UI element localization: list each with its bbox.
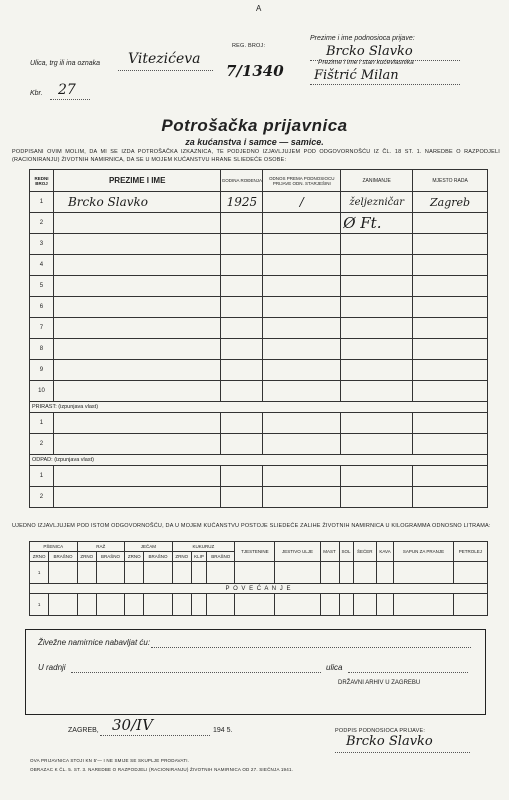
row-occupation: željezničar <box>341 192 413 213</box>
supply-group: JESTIVO ULJE <box>275 542 320 562</box>
row-number: 6 <box>30 297 54 318</box>
row-number: 1 <box>30 192 54 213</box>
house-label: Kbr. <box>30 90 43 97</box>
archive-stamp: DRŽAVNI ARHIV U ZAGREBU <box>338 680 421 686</box>
table-row <box>30 487 488 508</box>
purchase-label: Živežne namirnice nabavljat ću: <box>38 638 151 647</box>
table-row <box>30 255 488 276</box>
table-row <box>30 192 488 213</box>
street-line-2 <box>348 672 468 673</box>
street-value: Vitezićeva <box>128 51 201 67</box>
supply-sub: ZRNO <box>172 552 191 562</box>
landlord-line <box>310 84 460 85</box>
supply-group: PETROLEJ <box>453 542 487 562</box>
supply-group: PŠENICA <box>30 542 78 552</box>
supply-group: JEČAM <box>125 542 173 552</box>
row-number: 8 <box>30 339 54 360</box>
date-line <box>100 735 210 736</box>
supply-group: SOL <box>339 542 353 562</box>
supply-mark: 1 <box>30 594 49 616</box>
landlord-label: Prezime i ime i stan kućevlasnika <box>318 59 414 66</box>
street-line <box>118 70 213 71</box>
table-row <box>30 213 488 234</box>
col-header-workplace: MJESTO RADA <box>413 170 488 192</box>
form-subtitle: za kućanstva i samce — samice. <box>185 137 324 147</box>
supply-group: MAST <box>320 542 339 562</box>
city-label: ZAGREB, <box>68 727 99 734</box>
supply-sub: BRAŠNO <box>144 552 172 562</box>
col-header-year: GODINA ROĐENJA <box>221 170 263 192</box>
supply-sub: BRAŠNO <box>96 552 124 562</box>
signature-line <box>335 752 470 753</box>
table-row <box>30 339 488 360</box>
signature-value: Brcko Slavko <box>346 734 433 749</box>
persons-table <box>29 169 488 508</box>
supply-sub: BRAŠNO <box>49 552 77 562</box>
table-row <box>30 318 488 339</box>
form-title: Potrošačka prijavnica <box>161 116 348 135</box>
row-year: 1925 <box>221 192 263 213</box>
col-header-relation: ODNOS PREMA PODNOSIOCU PRIJAVE ODN. STARJEŠINI <box>263 170 341 192</box>
table-row <box>30 381 488 402</box>
supply-sub: BRAŠNO <box>207 552 235 562</box>
house-value: 27 <box>58 82 76 98</box>
signature-label: PODPIS PODNOSIOCA PRIJAVE: <box>335 728 426 734</box>
row-number: 3 <box>30 234 54 255</box>
table-row <box>30 434 488 455</box>
street-label: Ulica, trg ili ina oznaka <box>30 60 101 67</box>
purchase-box <box>25 629 486 715</box>
row-workplace: Zagreb <box>413 192 488 213</box>
landlord-value: Fištrić Milan <box>314 68 399 83</box>
row-number: 10 <box>30 381 54 402</box>
row-number: 7 <box>30 318 54 339</box>
regulation-note: OBRAZAC K ČL. 5. ST. 3. NAREDBE O RAZPODJELI (RACIONIRANJU) ŽIVOTNIH NAMIRNICA OD 27. SIEČNJA 1941. <box>30 767 294 772</box>
intro-text: PODPISANI OVIM MOLIM, DA MI SE IZDA POTROŠAČKA IZKAZNICA, TE PODJEDNO IZJAVLJUJEM POD ODGOVORNOŠĆU IZ ČL. 18 ST. 1. NAREDBE O RAZPODJELI (RACIONIRANJU) ŽIVOTNIH NAMIRNICA, DA SE U MOJEM KUĆANSTVU HRANE SLIEDEĆE OSOBE: <box>12 149 500 163</box>
house-line <box>50 99 90 100</box>
supply-sub: ZRNO <box>30 552 49 562</box>
povecanje-label: P O V E Ć A N J E <box>30 584 488 594</box>
applicant-value: Brcko Slavko <box>326 44 413 59</box>
row-number: 9 <box>30 360 54 381</box>
supply-group: ŠEĆER <box>353 542 376 562</box>
row-name: Brcko Slavko <box>53 192 221 213</box>
row-number: 1 <box>30 466 54 487</box>
street-label-2: ulica <box>326 663 343 672</box>
row-number: 2 <box>30 487 54 508</box>
row-number: 1 <box>30 413 54 434</box>
crossout-mark: Ø Ft. <box>341 213 413 234</box>
price-note: OVA PRIJAVNICA STOJI KN 5'— I NE SMIJE SE SKUPLJE PRODAVATI. <box>30 758 190 763</box>
row-number: 2 <box>30 213 54 234</box>
reg-label: REG. BROJ: <box>232 43 266 49</box>
purchase-line <box>151 647 471 648</box>
reg-value: 7/1340 <box>226 62 284 80</box>
col-header-occupation: ZANIMANJE <box>341 170 413 192</box>
supply-group: KAVA <box>376 542 393 562</box>
shop-label: U radnji <box>38 663 66 672</box>
prirast-label: PRIRAST: (izpunjava vlast) <box>30 402 488 413</box>
date-value: 30/IV <box>112 716 153 734</box>
year-label: 194 5. <box>213 727 233 734</box>
supply-group: KUKURUZ <box>172 542 235 552</box>
table-row <box>30 466 488 487</box>
table-row <box>30 297 488 318</box>
supply-group: SAPUN ZA PRANJE <box>394 542 454 562</box>
table-row <box>30 360 488 381</box>
table-row <box>30 234 488 255</box>
row-number: 5 <box>30 276 54 297</box>
table-row <box>30 413 488 434</box>
form-letter: A <box>256 4 262 13</box>
row-relation: / <box>263 192 341 213</box>
row-number: 4 <box>30 255 54 276</box>
applicant-label: Prezime i ime podnosioca prijave: <box>310 35 415 42</box>
supply-mark: 1 <box>30 562 49 584</box>
supplies-table <box>29 541 488 616</box>
odpad-label: ODPAD: (izpunjava vlast) <box>30 455 488 466</box>
row-number: 2 <box>30 434 54 455</box>
shop-line <box>71 672 321 673</box>
col-header-name: PREZIME I IME <box>53 170 221 192</box>
declaration-text: UJEDNO IZJAVLJUJEM POD ISTOM ODGOVORNOŠĆU, DA U MOJEM KUĆANSTVU POSTOJE SLIEDEĆE ZALIHE ŽIVOTNIH NAMIRNICA U KILOGRAMMA ODNOSNO LITRAMA: <box>12 523 491 529</box>
supply-group: TJESTENINE <box>235 542 275 562</box>
col-header-no: REDNI BROJ <box>30 170 54 192</box>
supply-sub: KLIP <box>191 552 206 562</box>
table-row <box>30 276 488 297</box>
supply-sub: ZRNO <box>125 552 144 562</box>
supply-sub: ZRNO <box>77 552 96 562</box>
supply-group: RAŽ <box>77 542 125 552</box>
